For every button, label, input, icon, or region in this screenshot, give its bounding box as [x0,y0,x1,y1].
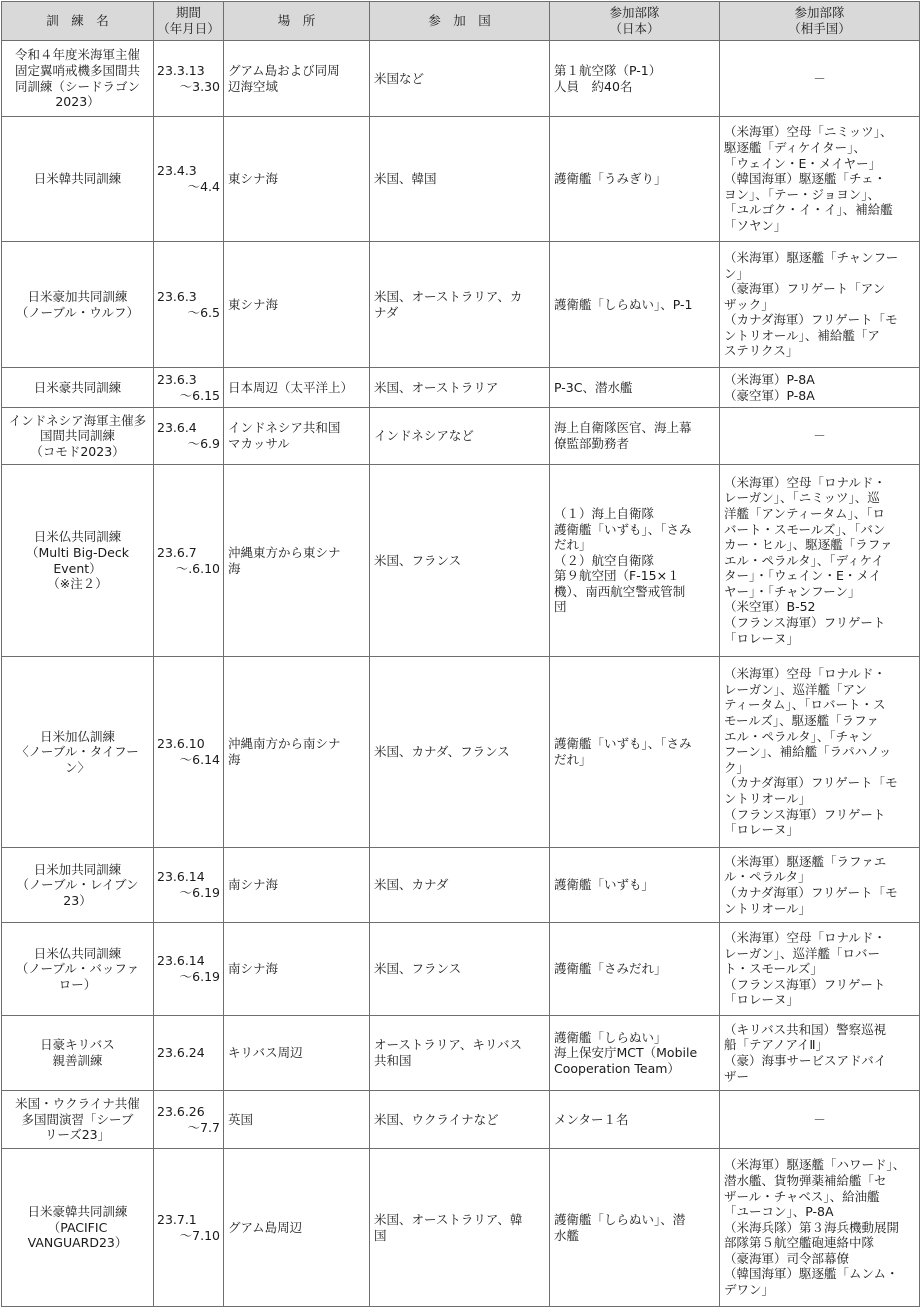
exercise-countries: 米国など [370,41,550,117]
partner-units: （米海軍）空母「ロナルド・ レーガン」、「ニミッツ」、巡 洋艦「アンティータム」、「ロ バート・スモールズ」、「バン カー・ヒル」、駆逐艦「ラファ エル・ペラルタ」、「ディケイ ター」・「ウェイン・E・メイ ヤー」・「チャンフーン」 （米空軍）B-52 （フランス海軍）フリゲート 「ロレーヌ」 [720,465,920,657]
partner-units: （米海軍）駆逐艦「ハワード」、 潜水艦、貨物弾薬補給艦「セ ザール・チャベス」、給油艦 「ユーコン」、P-8A （米海兵隊）第３海兵機動展開 部隊第５航空艦砲連絡中隊 （豪海軍）司令部幕僚 （韓国海軍）駆逐艦「ムンム・ デワン」 [720,1149,920,1307]
table-row [2,41,920,117]
japan-units: P-3C、潜水艦 [550,368,720,408]
exercise-countries: 米国、オーストラリア、カ ナダ [370,242,550,368]
exercise-period: 23.6.3 ～6.5 [154,242,224,368]
header-place: 場 所 [224,2,370,41]
partner-units: （米海軍）空母「ニミッツ」、 駆逐艦「ディケイター」、 「ウェイン・E・メイヤー」 （韓国海軍）駆逐艦「チェ・ ヨン」、「テー・ジョヨン」、 「ユルゴク・イ・イ」、補給艦 「ソヤン」 [720,117,920,242]
exercise-countries: 米国、オーストラリア [370,368,550,408]
exercise-name: インドネシア海軍主催多 国間共同訓練 （コモド2023） [2,408,154,465]
partner-units: （米海軍）駆逐艦「チャンフー ン」 （豪海軍）フリゲート「アン ザック」 （カナダ海軍）フリゲート「モ ントリオール」、補給艦「ア ステリクス」 [720,242,920,368]
japan-units: 護衛艦「いずも」 [550,848,720,923]
table-body [2,41,920,1307]
table-header [2,2,920,41]
japan-units: 護衛艦「しらぬい」、P-1 [550,242,720,368]
partner-units: （米海軍）空母「ロナルド・ レーガン」、巡洋艦「ロバー ト・スモールズ」 （フランス海軍）フリゲート 「ロレーヌ」 [720,923,920,1016]
exercise-countries: インドネシアなど [370,408,550,465]
exercise-period: 23.6.4 ～6.9 [154,408,224,465]
table-row [2,242,920,368]
partner-units: － [720,41,920,117]
exercise-place: グアム島および同周 辺海空域 [224,41,370,117]
exercise-name: 日米加共同訓練 （ノーブル・レイブン 23） [2,848,154,923]
exercise-countries: 米国、カナダ [370,848,550,923]
partner-units: （キリバス共和国）警察巡視 船「テアノアイⅡ」 （豪）海事サービスアドバイ ザー [720,1016,920,1091]
japan-units: 護衛艦「しらぬい」、潜 水艦 [550,1149,720,1307]
exercise-period: 23.7.1 ～7.10 [154,1149,224,1307]
header-japan-units: 参加部隊 （日本） [550,2,720,41]
exercise-place: 東シナ海 [224,117,370,242]
exercise-place: 沖縄東方から東シナ 海 [224,465,370,657]
partner-units: － [720,408,920,465]
exercise-period: 23.6.7 ～.6.10 [154,465,224,657]
table-row [2,923,920,1016]
exercise-period: 23.6.14 ～6.19 [154,848,224,923]
exercise-name: 日米加仏訓練 〈ノーブル・タイフー ン〉 [2,657,154,848]
japan-units: メンター１名 [550,1091,720,1149]
table-row [2,465,920,657]
exercise-period: 23.6.24 [154,1016,224,1091]
header-partner-units: 参加部隊 （相手国） [720,2,920,41]
table-row [2,117,920,242]
table-row [2,657,920,848]
exercise-place: 沖縄南方から南シナ 海 [224,657,370,848]
header-name: 訓 練 名 [2,2,154,41]
table-row [2,368,920,408]
japan-units: 海上自衛隊医官、海上幕 僚監部勤務者 [550,408,720,465]
japan-units: 第１航空隊（P-1） 人員 約40名 [550,41,720,117]
japan-units: 護衛艦「うみぎり」 [550,117,720,242]
table-row [2,848,920,923]
header-row [2,2,920,41]
exercise-name: 日豪キリバス 親善訓練 [2,1016,154,1091]
exercise-name: 日米仏共同訓練 （ノーブル・バッファ ロー） [2,923,154,1016]
exercise-countries: 米国、韓国 [370,117,550,242]
japan-units: 護衛艦「いずも」、「さみ だれ」 [550,657,720,848]
exercise-period: 23.6.14 ～6.19 [154,923,224,1016]
table-row [2,408,920,465]
exercise-name: 日米豪韓共同訓練 （PACIFIC VANGUARD23） [2,1149,154,1307]
exercise-period: 23.6.26 ～7.7 [154,1091,224,1149]
exercise-name: 日米仏共同訓練 （Multi Big-Deck Event） （※注２） [2,465,154,657]
exercise-period: 23.6.3 ～6.15 [154,368,224,408]
japan-units: 護衛艦「さみだれ」 [550,923,720,1016]
exercise-name: 日米豪加共同訓練 （ノーブル・ウルフ） [2,242,154,368]
table-row [2,1091,920,1149]
header-period: 期間 （年月日） [154,2,224,41]
exercise-place: 日本周辺（太平洋上） [224,368,370,408]
exercise-place: インドネシア共和国 マカッサル [224,408,370,465]
header-countries: 参 加 国 [370,2,550,41]
exercise-countries: 米国、フランス [370,923,550,1016]
exercise-countries: 米国、ウクライナなど [370,1091,550,1149]
exercise-countries: 米国、フランス [370,465,550,657]
exercise-place: 南シナ海 [224,923,370,1016]
partner-units: （米海軍）駆逐艦「ラファエ ル・ペラルタ」 （カナダ海軍）フリゲート「モ ントリオール」 [720,848,920,923]
exercise-place: 東シナ海 [224,242,370,368]
exercise-period: 23.4.3 ～4.4 [154,117,224,242]
table-row [2,1149,920,1307]
exercise-table [1,1,920,1307]
japan-units: 護衛艦「しらぬい」 海上保安庁MCT（Mobile Cooperation Team） [550,1016,720,1091]
japan-units: （１）海上自衛隊 護衛艦「いずも」、「さみ だれ」 （２）航空自衛隊 第９航空団（F-15×１ 機）、南西航空警戒管制 団 [550,465,720,657]
exercise-countries: 米国、オーストラリア、韓 国 [370,1149,550,1307]
exercise-period: 23.3.13 ～3.30 [154,41,224,117]
partner-units: （米海軍）P-8A （豪空軍）P-8A [720,368,920,408]
exercise-name: 日米韓共同訓練 [2,117,154,242]
exercise-place: 英国 [224,1091,370,1149]
exercise-name: 米国・ウクライナ共催 多国間演習「シーブ リーズ23」 [2,1091,154,1149]
exercise-countries: 米国、カナダ、フランス [370,657,550,848]
exercise-place: グアム島周辺 [224,1149,370,1307]
partner-units: － [720,1091,920,1149]
exercise-place: キリバス周辺 [224,1016,370,1091]
exercise-place: 南シナ海 [224,848,370,923]
exercise-name: 令和４年度米海軍主催 固定翼哨戒機多国間共 同訓練（シードラゴン 2023） [2,41,154,117]
exercise-period: 23.6.10 ～6.14 [154,657,224,848]
exercise-name: 日米豪共同訓練 [2,368,154,408]
table-row [2,1016,920,1091]
partner-units: （米海軍）空母「ロナルド・ レーガン」、巡洋艦「アン ティータム」、「ロバート・ス モールズ」、駆逐艦「ラファ エル・ペラルタ」、「チャン フーン」、補給艦「ラパハノッ ク」 （カナダ海軍）フリゲート「モ ントリオール」 （フランス海軍）フリゲート 「ロレーヌ」 [720,657,920,848]
exercise-countries: オーストラリア、キリバス 共和国 [370,1016,550,1091]
